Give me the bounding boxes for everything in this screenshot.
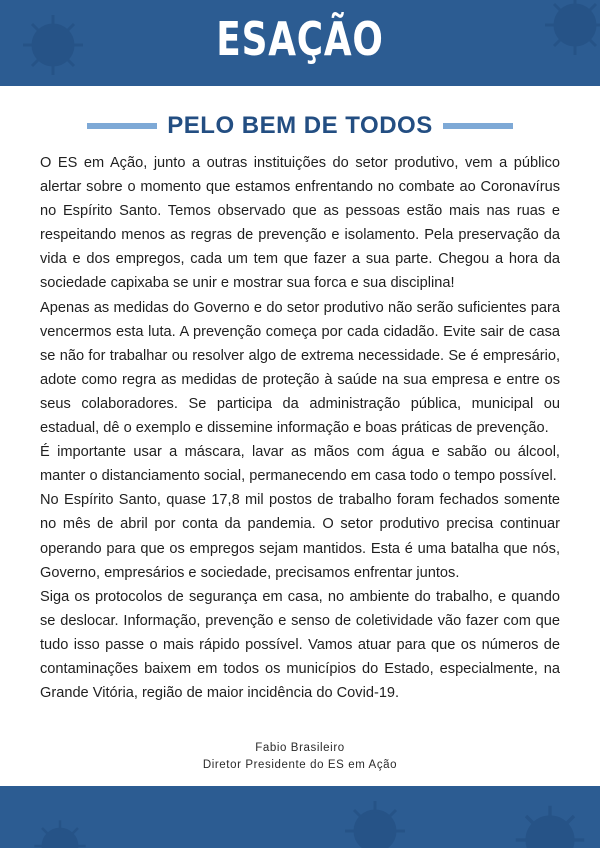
article-body bbox=[40, 151, 560, 705]
header-band bbox=[0, 0, 600, 86]
footer-band bbox=[0, 786, 600, 848]
headline-row bbox=[0, 112, 600, 140]
virus-icon bbox=[30, 816, 90, 848]
virus-icon bbox=[540, 0, 600, 60]
signature-name: Fabio Brasileiro bbox=[255, 742, 345, 754]
page-title: PELO BEM DE TODOS bbox=[167, 112, 433, 139]
paragraph: O ES em Ação, junto a outras instituições do setor produtivo, vem a público alertar sobre o momento que estamos enfrentando no combate ao Coronavírus no Espírito Santo. Temos observado que as pessoas estão mais nas ruas e respeitando menos as regras de prevenção e isolamento. Pela preservação da vida e dos empregos, cada um tem que fazer a sua parte. Chegou a hora da sociedade capixaba se unir e mostrar sua forca e sua disciplina! bbox=[40, 155, 560, 292]
paragraph: No Espírito Santo, quase 17,8 mil postos de trabalho foram fechados somente no mês de abril por conta da pandemia. O setor produtivo precisa continuar operando para que os empregos sejam mantidos. Esta é uma batalha que nós, Governo, empresários e sociedade, precisamos enfrentar juntos. bbox=[40, 492, 560, 581]
paragraph: Siga os protocolos de segurança em casa, no ambiente do trabalho, e quando se deslocar. Informação, prevenção e senso de coletividade vão fazer com que tudo isso passe o mais rápido possível. Vamos atuar para que os números de contaminações baixem em todos os municípios do Estado, especialmente, na Grande Vitória, região de maior incidência do Covid-19. bbox=[40, 588, 560, 702]
signature-block bbox=[0, 740, 600, 774]
headline-rule-left bbox=[87, 123, 157, 129]
paragraph: É importante usar a máscara, lavar as mãos com água e sabão ou álcool, manter o distanciamento social, permanecendo em casa todo o tempo possível. bbox=[40, 444, 560, 485]
headline-rule-right bbox=[443, 123, 513, 129]
paragraph: Apenas as medidas do Governo e do setor produtivo não serão suficientes para vencermos esta luta. A prevenção começa por cada cidadão. Evite sair de casa se não for trabalhar ou resolver algo de extrema necessidade. Se é empresário, adote como regra as medidas de proteção à saúde na sua empresa e entre os seus colaboradores. Se participa da administração pública, municipal ou estadual, dê o exemplo e dissemine informação e boas práticas de prevenção. bbox=[40, 299, 560, 437]
virus-icon bbox=[340, 796, 410, 848]
signature-title: Diretor Presidente do ES em Ação bbox=[202, 759, 398, 771]
brand-logo: ESAÇÃO bbox=[216, 12, 384, 66]
virus-icon bbox=[510, 800, 590, 848]
